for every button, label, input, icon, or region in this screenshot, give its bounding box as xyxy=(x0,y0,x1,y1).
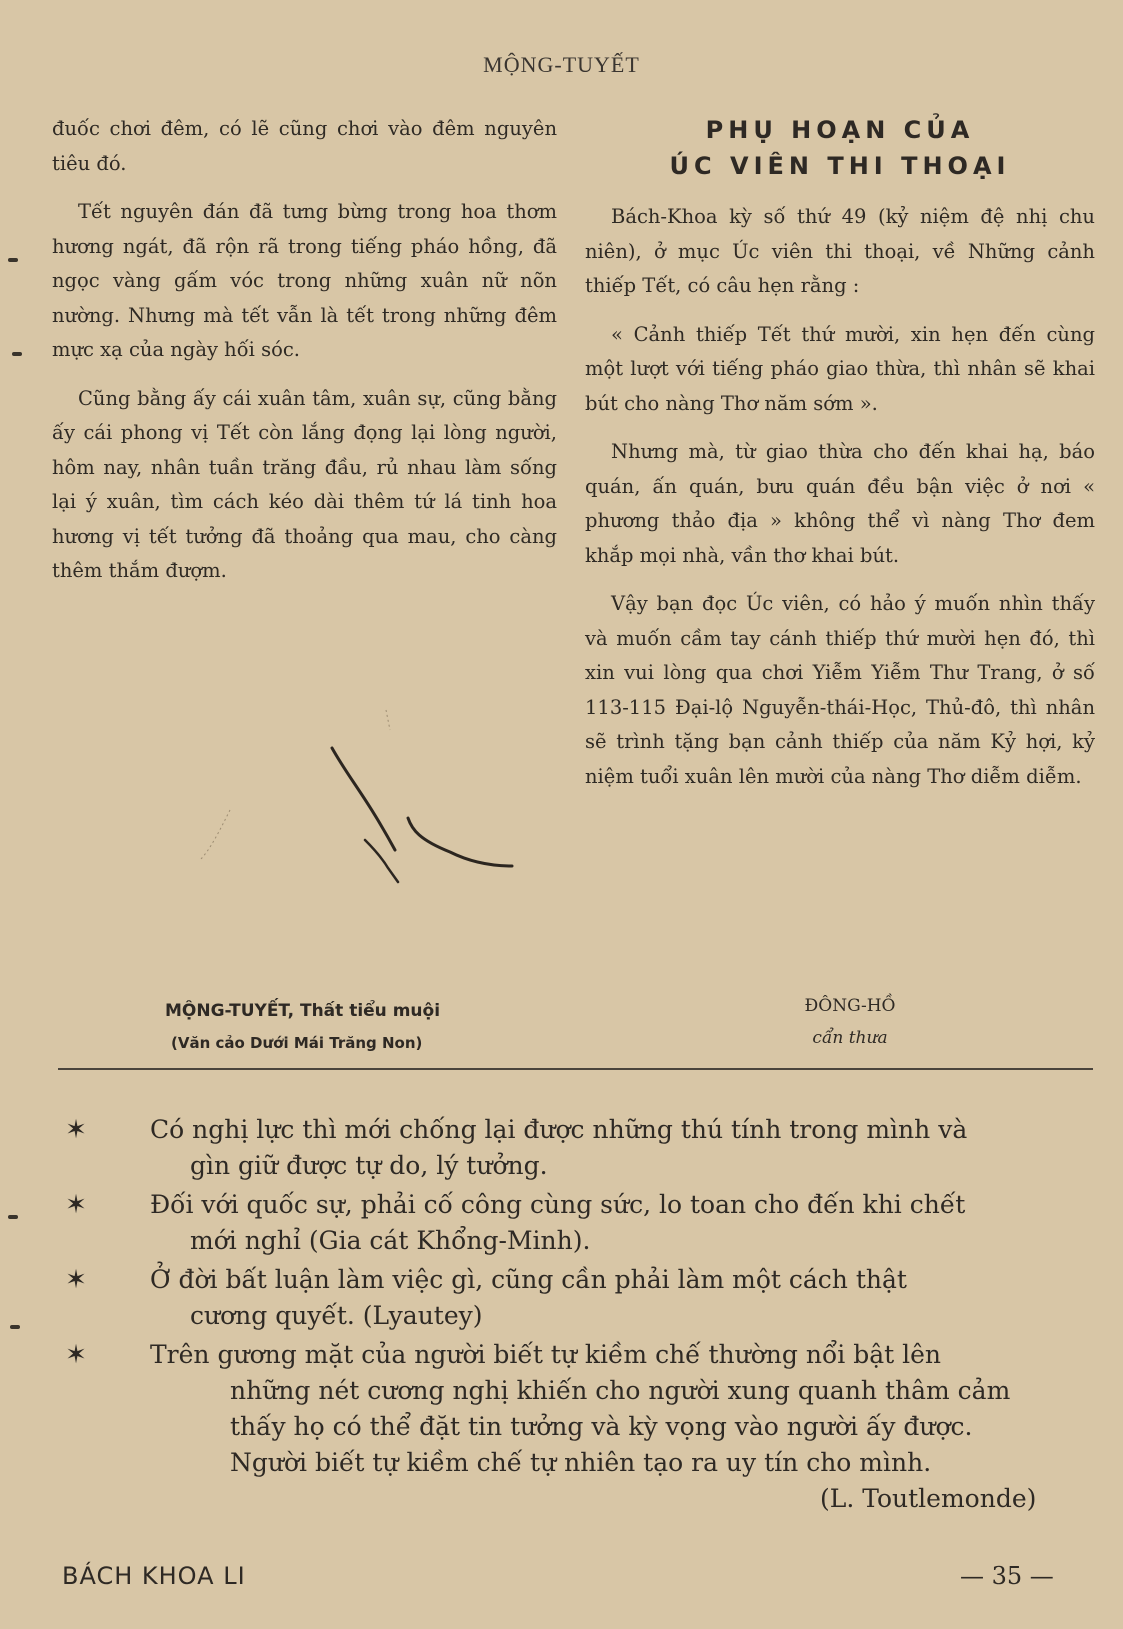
quotes-section xyxy=(60,1112,1100,1520)
right-title-line-2: ÚC VIÊN THI THOẠI xyxy=(669,152,1011,180)
right-paragraph-2: « Cảnh thiếp Tết thứ mười, xin hẹn đến cùng một lượt với tiếng pháo giao thừa, thì nhân sẽ khai bút cho nàng Thơ năm sớm ». xyxy=(585,322,1095,415)
sketch-stroke-1 xyxy=(332,748,395,850)
quote-line: cương quyết. (Lyautey) xyxy=(190,1301,483,1330)
star-bullet-icon: ✶ xyxy=(65,1115,87,1145)
left-paragraph-2: Tết nguyên đán đã tưng bừng trong hoa thơm hương ngát, đã rộn rã trong tiếng pháo hồng, đã ngọc vàng gấm vóc trong những xuân nữ nõn nường. Nhưng mà tết vẫn là tết trong những đêm mực xạ của ngày hối sóc. xyxy=(52,200,557,361)
right-signature-name: ĐÔNG-HỒ xyxy=(804,996,896,1016)
left-paragraph-3: Cũng bằng ấy cái xuân tâm, xuân sự, cũng bằng ấy cái phong vị Tết còn lắng đọng lại lòng người, hôm nay, nhân tuần trăng đầu, rủ nhau làm sống lại ý xuân, tìm cách kéo dài thêm tứ lá tinh hoa hương vị tết tưởng đã thoảng qua mau, cho càng thêm thắm đượm. xyxy=(52,386,557,582)
right-paragraph-1: Bách-Khoa kỳ số thứ 49 (kỷ niệm đệ nhị chu niên), ở mục Úc viên thi thoại, về Những cảnh thiếp Tết, có câu hẹn rằng : xyxy=(585,205,1095,297)
quote-line: Có nghị lực thì mới chống lại được những thú tính trong mình và xyxy=(150,1115,968,1144)
margin-speck-decoration xyxy=(8,258,18,262)
left-signature xyxy=(165,995,565,1059)
margin-speck-decoration xyxy=(8,1215,18,1219)
right-signature xyxy=(770,990,930,1054)
star-bullet-icon: ✶ xyxy=(65,1265,87,1295)
left-signature-source: (Văn cảo Dưới Mái Trăng Non) xyxy=(171,1034,423,1052)
quote-line: mới nghỉ (Gia cát Khổng-Minh). xyxy=(190,1226,591,1255)
quote-item xyxy=(60,1187,1100,1259)
brush-sketch-illustration xyxy=(150,700,530,960)
right-column xyxy=(585,112,1095,808)
left-paragraph-1: đuốc chơi đêm, có lẽ cũng chơi vào đêm nguyên tiêu đó. xyxy=(52,117,557,175)
right-paragraph-4: Vậy bạn đọc Úc viên, có hảo ý muốn nhìn thấy và muốn cầm tay cánh thiếp thứ mười hẹn đó, thì xin vui lòng qua chơi Yiễm Yiễm Thư Trang, ở số 113-115 Đại-lộ Nguyễn-thái-Học, Thủ-đô, thì nhân sẽ trình tặng bạn cảnh thiếp của năm Kỷ hợi, kỷ niệm tuổi xuân lên mười của nàng Thơ diễm diễm. xyxy=(585,592,1095,788)
quote-line: thấy họ có thể đặt tin tưởng và kỳ vọng vào người ấy được. xyxy=(230,1412,973,1441)
star-bullet-icon: ✶ xyxy=(65,1190,87,1220)
right-article-title xyxy=(585,112,1095,184)
sketch-faint-stroke xyxy=(200,710,390,860)
quote-line: Người biết tự kiềm chế tự nhiên tạo ra uy tín cho mình. xyxy=(230,1448,932,1477)
left-column xyxy=(52,112,557,603)
quote-line: Trên gương mặt của người biết tự kiềm chế thường nổi bật lên xyxy=(150,1340,941,1369)
quote-item xyxy=(60,1262,1100,1334)
quote-item xyxy=(60,1112,1100,1184)
quote-line: những nét cương nghị khiến cho người xung quanh thâm cảm xyxy=(230,1376,1011,1405)
right-paragraph-3: Nhưng mà, từ giao thừa cho đến khai hạ, báo quán, ấn quán, bưu quán đều bận việc ở nơi « phương thảo địa » không thể vì nàng Thơ đem khắp mọi nhà, vần thơ khai bút. xyxy=(585,440,1095,567)
quote-line: Ở đời bất luận làm việc gì, cũng cần phải làm một cách thật xyxy=(150,1265,907,1294)
page-header: MỘNG-TUYẾT xyxy=(483,52,640,77)
margin-speck-decoration xyxy=(10,1325,20,1329)
right-title-line-1: PHỤ HOẠN CỦA xyxy=(705,116,975,144)
sketch-stroke-3 xyxy=(408,818,512,866)
quote-attribution: (L. Toutlemonde) xyxy=(820,1484,1037,1513)
quote-item xyxy=(60,1337,1100,1517)
star-bullet-icon: ✶ xyxy=(65,1340,87,1370)
margin-speck-decoration xyxy=(12,352,22,356)
quote-line: Đối với quốc sự, phải cố công cùng sức, lo toan cho đến khi chết xyxy=(150,1190,966,1219)
magazine-issue-label: BÁCH KHOA LI xyxy=(62,1562,246,1590)
page-number: — 35 — xyxy=(960,1562,1054,1590)
right-signature-sub: cẩn thưa xyxy=(812,1028,888,1048)
left-signature-name: MỘNG-TUYẾT, Thất tiểu muội xyxy=(165,1001,441,1021)
quote-line: gìn giữ được tự do, lý tưởng. xyxy=(190,1151,548,1180)
horizontal-divider xyxy=(58,1068,1093,1070)
